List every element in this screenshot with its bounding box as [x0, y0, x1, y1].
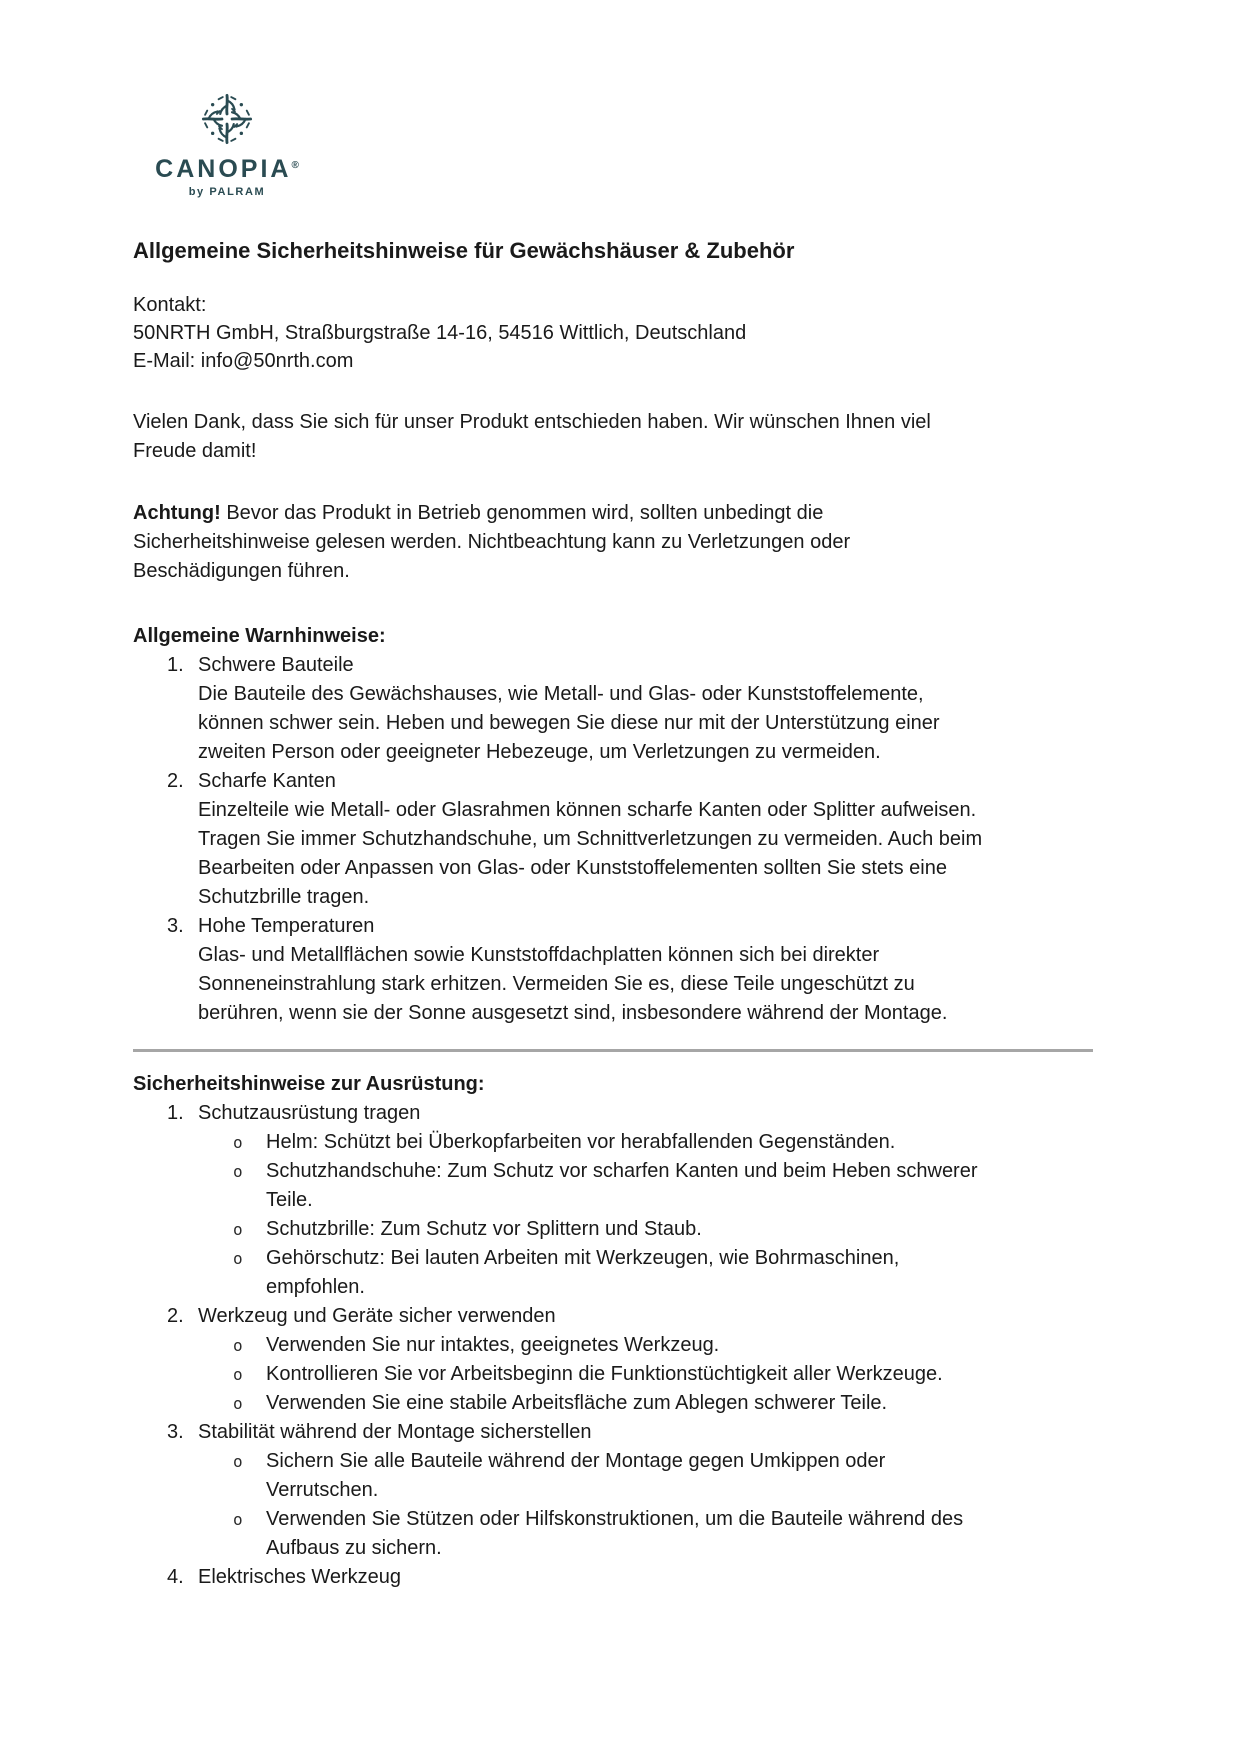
registered-trademark-symbol: ®	[291, 160, 299, 171]
attention-line	[133, 499, 1107, 528]
bullet-line: Aufbaus zu sichern.	[266, 1537, 442, 1559]
list-item-line: Schutzbrille tragen.	[198, 886, 370, 908]
list-item	[133, 1099, 1107, 1128]
circle-bullet-marker: o	[233, 1510, 243, 1529]
list-item-line: können schwer sein. Heben und bewegen Sie diese nur mit der Unterstützung einer	[198, 712, 940, 734]
bullet-line: Verwenden Sie eine stabile Arbeitsfläche zum Ablegen schwerer Teile.	[266, 1392, 888, 1414]
list-item-title: Schwere Bauteile	[198, 654, 354, 676]
circle-bullet-marker: o	[233, 1452, 243, 1471]
section-divider	[133, 1049, 1093, 1052]
sub-list-item	[133, 1505, 1107, 1563]
list-item-line: Einzelteile wie Metall- oder Glasrahmen können scharfe Kanten oder Splitter aufweisen.	[198, 799, 977, 821]
list-item-line: Die Bauteile des Gewächshauses, wie Metall- und Glas- oder Kunststoffelemente,	[198, 683, 924, 705]
bullet-line: Sichern Sie alle Bauteile während der Montage gegen Umkippen oder	[266, 1450, 886, 1472]
circle-bullet-marker: o	[233, 1394, 243, 1413]
list-number: 3.	[167, 915, 184, 937]
list-item-line: Glas- und Metallflächen sowie Kunststoffdachplatten können sich bei direkter	[198, 944, 880, 966]
page-title: Allgemeine Sicherheitshinweise für Gewächshäuser & Zubehör	[133, 238, 795, 263]
brand-byline: by PALRAM	[188, 186, 266, 198]
circle-bullet-marker: o	[233, 1249, 243, 1268]
list-item-line: Sonneneinstrahlung stark erhitzen. Vermeiden Sie es, diese Teile ungeschützt zu	[198, 973, 915, 995]
equipment-heading: Sicherheitshinweise zur Ausrüstung:	[133, 1073, 485, 1095]
contact-address: 50NRTH GmbH, Straßburgstraße 14-16, 54516 Wittlich, Deutschland	[133, 322, 747, 344]
brand-name: CANOPIA	[155, 155, 292, 183]
list-item-line: zweiten Person oder geeigneter Hebezeuge, um Verletzungen zu vermeiden.	[198, 741, 881, 763]
list-number: 1.	[167, 1102, 184, 1124]
list-item	[133, 1302, 1107, 1331]
bullet-line: Helm: Schützt bei Überkopfarbeiten vor herabfallenden Gegenständen.	[266, 1131, 896, 1153]
bullet-line: Kontrollieren Sie vor Arbeitsbeginn die Funktionstüchtigkeit aller Werkzeuge.	[266, 1363, 943, 1385]
intro-line: Freude damit!	[133, 440, 257, 462]
list-item-title: Schutzausrüstung tragen	[198, 1102, 421, 1124]
list-item	[133, 1418, 1107, 1447]
contact-label: Kontakt:	[133, 294, 207, 316]
list-item	[133, 767, 1107, 912]
sub-list-item	[133, 1389, 1107, 1418]
attention-line: Sicherheitshinweise gelesen werden. Nichtbeachtung kann zu Verletzungen oder	[133, 531, 851, 553]
list-item	[133, 912, 1107, 1028]
bullet-line: empfohlen.	[266, 1276, 365, 1298]
equipment-list	[133, 1099, 1107, 1592]
contact-block	[133, 291, 1107, 375]
circle-bullet-marker: o	[233, 1220, 243, 1239]
sub-list-item	[133, 1360, 1107, 1389]
circle-bullet-marker: o	[233, 1133, 243, 1152]
list-item-title: Elektrisches Werkzeug	[198, 1566, 402, 1588]
list-item-line: Bearbeiten oder Anpassen von Glas- oder Kunststoffelementen sollten Sie stets eine	[198, 857, 947, 879]
bullet-line: Verwenden Sie Stützen oder Hilfskonstruktionen, um die Bauteile während des	[266, 1508, 964, 1530]
brand-wordmark	[155, 153, 299, 182]
list-number: 1.	[167, 654, 184, 676]
bullet-line: Teile.	[266, 1189, 313, 1211]
list-item-title: Scharfe Kanten	[198, 770, 336, 792]
intro-paragraph	[133, 408, 1107, 466]
list-number: 3.	[167, 1421, 184, 1443]
sub-list-item	[133, 1447, 1107, 1505]
contact-email: E-Mail: info@50nrth.com	[133, 350, 354, 372]
bullet-line: Gehörschutz: Bei lauten Arbeiten mit Werkzeugen, wie Bohrmaschinen,	[266, 1247, 900, 1269]
sub-list-item	[133, 1157, 1107, 1215]
list-item-title: Stabilität während der Montage sicherstellen	[198, 1421, 592, 1443]
list-item	[133, 1563, 1107, 1592]
list-item-title: Hohe Temperaturen	[198, 915, 375, 937]
sub-list-item	[133, 1244, 1107, 1302]
sub-list-item	[133, 1128, 1107, 1157]
intro-line: Vielen Dank, dass Sie sich für unser Produkt entschieden haben. Wir wünschen Ihnen viel	[133, 411, 931, 433]
list-number: 2.	[167, 770, 184, 792]
attention-text: Bevor das Produkt in Betrieb genommen wird, sollten unbedingt die	[220, 502, 824, 524]
warnings-heading: Allgemeine Warnhinweise:	[133, 625, 386, 647]
list-item-line: berühren, wenn sie der Sonne ausgesetzt sind, insbesondere während der Montage.	[198, 1002, 948, 1024]
list-item-title: Werkzeug und Geräte sicher verwenden	[198, 1305, 556, 1327]
bullet-line: Verrutschen.	[266, 1479, 379, 1501]
circle-bullet-marker: o	[233, 1336, 243, 1355]
sub-list-item	[133, 1215, 1107, 1244]
circle-bullet-marker: o	[233, 1365, 243, 1384]
list-item-line: Tragen Sie immer Schutzhandschuhe, um Schnittverletzungen zu vermeiden. Auch beim	[198, 828, 983, 850]
attention-lead: Achtung!	[133, 502, 221, 524]
list-number: 4.	[167, 1566, 184, 1588]
attention-line: Beschädigungen führen.	[133, 560, 350, 582]
sub-list-item	[133, 1331, 1107, 1360]
bullet-line: Schutzbrille: Zum Schutz vor Splittern und Staub.	[266, 1218, 702, 1240]
attention-paragraph	[133, 499, 1107, 586]
list-item	[133, 651, 1107, 767]
bullet-line: Verwenden Sie nur intaktes, geeignetes Werkzeug.	[266, 1334, 720, 1356]
canopia-tree-knot-icon	[198, 92, 256, 146]
circle-bullet-marker: o	[233, 1162, 243, 1181]
brand-logo	[157, 92, 297, 199]
warnings-list	[133, 651, 1107, 1028]
list-number: 2.	[167, 1305, 184, 1327]
bullet-line: Schutzhandschuhe: Zum Schutz vor scharfen Kanten und beim Heben schwerer	[266, 1160, 978, 1182]
